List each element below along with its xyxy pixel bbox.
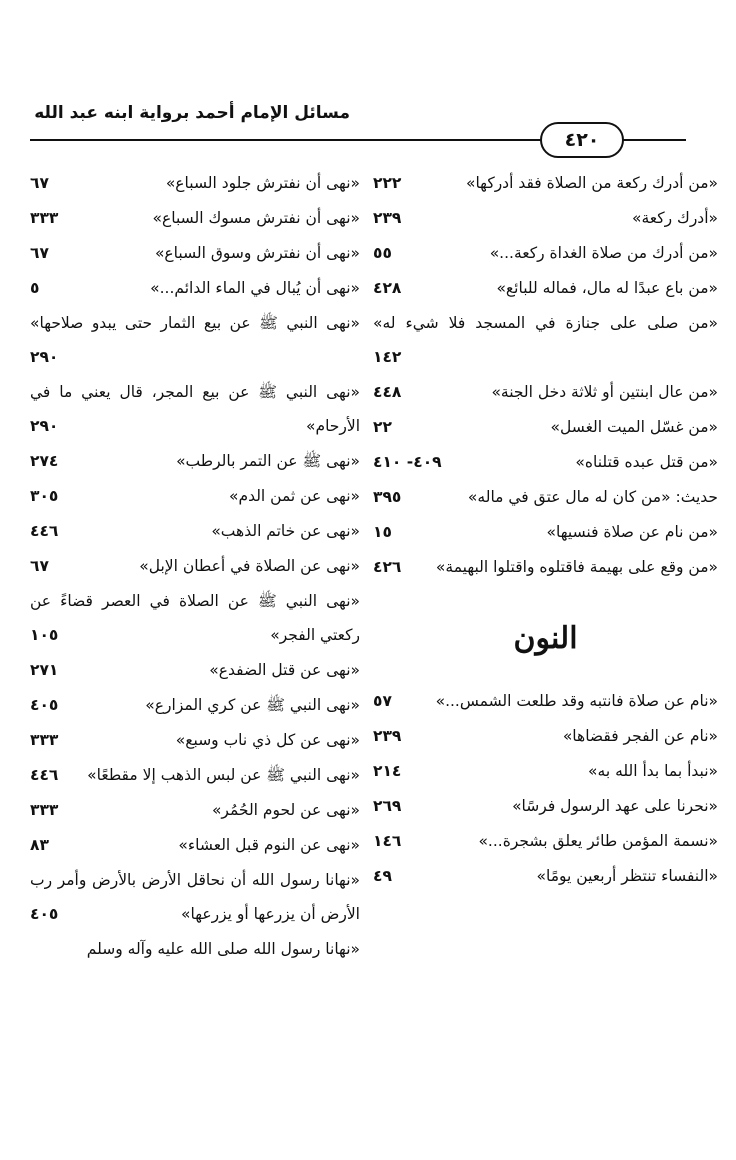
entry-text: «نهى أن يُبال في الماء الدائم...» xyxy=(150,279,360,297)
index-entry xyxy=(30,271,360,305)
entry-page-number: ٢٧٤ xyxy=(30,452,59,470)
entry-page-number: ١٤٦ xyxy=(373,832,402,850)
entry-page-number: ٤٢٦ xyxy=(373,558,402,576)
index-entry xyxy=(30,549,360,583)
index-entry xyxy=(373,550,718,584)
page-number: ٤٢٠ xyxy=(540,122,624,158)
index-entry xyxy=(373,824,718,858)
entry-text: «نهى النبي ﷺ عن بيع الثمار حتى يبدو صلاحها» xyxy=(30,314,360,332)
entry-text: «أدرك ركعة» xyxy=(631,209,718,227)
index-entry xyxy=(373,201,718,235)
entry-text: «من عال ابنتين أو ثلاثة دخل الجنة» xyxy=(491,383,718,401)
index-entry xyxy=(30,375,360,443)
entry-page-number: ٢٢٢ xyxy=(373,174,402,192)
entry-page-number: ٦٧ xyxy=(30,557,49,575)
index-entry xyxy=(30,479,360,513)
index-entry xyxy=(373,271,718,305)
entry-page-number: ٢٧١ xyxy=(30,661,59,679)
entry-text: «من أدرك من صلاة الغداة ركعة...» xyxy=(489,244,718,262)
index-entry xyxy=(373,166,718,200)
entry-text: «من قتل عبده قتلناه» xyxy=(575,453,718,471)
index-entry xyxy=(30,584,360,652)
entry-page-number: ٣٣٣ xyxy=(30,209,59,227)
index-entry xyxy=(30,236,360,270)
entry-text: «نهى ﷺ عن التمر بالرطب» xyxy=(176,452,360,470)
entry-page-number: ٢٩٠ xyxy=(30,417,59,435)
entry-text: «نهى النبي ﷺ عن الصلاة في العصر قضاءً عن ركعتي الفجر» xyxy=(30,592,360,644)
entry-page-number: ٥٧ xyxy=(373,692,392,710)
entry-page-number: ٣٣٣ xyxy=(30,801,59,819)
index-entry xyxy=(30,166,360,200)
entry-text: «نهى أن نفترش مسوك السباع» xyxy=(152,209,360,227)
entry-text: «نحرنا على عهد الرسول فرسًا» xyxy=(512,797,718,815)
header-rule-left xyxy=(30,139,542,141)
entry-page-number: ٢٢ xyxy=(373,418,392,436)
entry-page-number: ٤٢٨ xyxy=(373,279,402,297)
index-entry xyxy=(373,719,718,753)
entry-text: «نام عن الفجر فقضاها» xyxy=(562,727,718,745)
entry-page-number: ٤٠٥ xyxy=(30,696,59,714)
index-entry xyxy=(373,480,718,514)
entry-text: «نهى أن نفترش جلود السباع» xyxy=(165,174,360,192)
index-entry xyxy=(30,653,360,687)
index-entry xyxy=(373,410,718,444)
entry-text: «نبدأ بما بدأ الله به» xyxy=(588,762,718,780)
entry-text: «نهى النبي ﷺ عن لبس الذهب إلا مقطعًا» xyxy=(87,766,360,784)
entry-text: «من صلى على جنازة في المسجد فلا شيء له» xyxy=(373,314,718,332)
entry-text: «من نام عن صلاة فنسيها» xyxy=(546,523,718,541)
entry-text: «نهى عن النوم قبل العشاء» xyxy=(178,836,360,854)
section-heading: النون xyxy=(513,621,578,656)
entry-page-number: ٣٣٣ xyxy=(30,731,59,749)
entry-text: «نهى عن كل ذي ناب وسبع» xyxy=(175,731,360,749)
entry-page-number: ١٠٥ xyxy=(30,626,59,644)
index-column-right xyxy=(373,166,718,894)
entry-page-number: ٤٤٨ xyxy=(373,383,402,401)
entry-page-number: ٦٧ xyxy=(30,244,49,262)
entry-text: «نسمة المؤمن طائر يعلق بشجرة...» xyxy=(478,832,718,850)
entry-page-number: ٤٠٩- ٤١٠ xyxy=(373,453,442,471)
entry-page-number: ٤٤٦ xyxy=(30,766,59,784)
entry-list-right-top xyxy=(373,166,718,584)
index-entry xyxy=(30,201,360,235)
entry-page-number: ٢٣٩ xyxy=(373,727,402,745)
entry-page-number: ٣٠٥ xyxy=(30,487,59,505)
entry-text: «نهى النبي ﷺ عن بيع المجر، قال يعني ما في الأرحام» xyxy=(30,383,360,435)
entry-text: «نهى عن خاتم الذهب» xyxy=(211,522,360,540)
index-entry xyxy=(373,515,718,549)
entry-text: «نهى عن ثمن الدم» xyxy=(228,487,360,505)
entry-page-number: ٥٥ xyxy=(373,244,392,262)
entry-text: «نهى النبي ﷺ عن كري المزارع» xyxy=(145,696,360,714)
entry-list-right-bottom xyxy=(373,684,718,893)
entry-page-number: ٦٧ xyxy=(30,174,49,192)
index-entry xyxy=(373,306,718,374)
entry-text: «نهى عن لحوم الحُمُر» xyxy=(211,801,360,819)
entry-text: «النفساء تنتظر أربعين يومًا» xyxy=(536,867,718,885)
index-entry xyxy=(373,859,718,893)
entry-page-number: ١٤٢ xyxy=(373,348,402,366)
entry-text: حديث: «من كان له مال عتق في ماله» xyxy=(467,488,718,506)
entry-page-number: ٤٤٦ xyxy=(30,522,59,540)
entry-page-number: ٢٦٩ xyxy=(373,797,402,815)
index-entry xyxy=(30,863,360,931)
entry-page-number: ٤٩ xyxy=(373,867,392,885)
book-title: مسائل الإمام أحمد برواية ابنه عبد الله xyxy=(34,103,350,123)
entry-list-left xyxy=(30,166,360,966)
index-entry xyxy=(373,445,718,479)
index-entry xyxy=(30,793,360,827)
entry-page-number: ٨٣ xyxy=(30,836,49,854)
entry-page-number: ٥ xyxy=(30,279,40,297)
index-column-left xyxy=(30,166,360,967)
index-entry xyxy=(373,754,718,788)
entry-page-number: ٢٩٠ xyxy=(30,348,59,366)
entry-page-number: ٤٠٥ xyxy=(30,905,59,923)
index-entry xyxy=(30,444,360,478)
entry-text: «من أدرك ركعة من الصلاة فقد أدركها» xyxy=(465,174,718,192)
index-entry xyxy=(373,236,718,270)
entry-page-number: ٢١٤ xyxy=(373,762,402,780)
index-entry xyxy=(30,688,360,722)
entry-text: «نام عن صلاة فانتبه وقد طلعت الشمس...» xyxy=(435,692,718,710)
entry-page-number: ١٥ xyxy=(373,523,392,541)
index-entry xyxy=(373,789,718,823)
entry-text: «نهى أن نفترش وسوق السباع» xyxy=(154,244,360,262)
entry-page-number: ٣٩٥ xyxy=(373,488,402,506)
index-entry xyxy=(30,828,360,862)
index-entry xyxy=(30,932,360,966)
entry-text: «نهانا رسول الله صلى الله عليه وآله وسلم xyxy=(86,940,360,958)
entry-text: «نهى عن قتل الضفدع» xyxy=(209,661,360,679)
index-entry xyxy=(373,375,718,409)
index-entry xyxy=(30,306,360,374)
index-entry xyxy=(373,684,718,718)
header-rule-right xyxy=(622,139,686,141)
index-entry xyxy=(30,723,360,757)
index-entry xyxy=(30,514,360,548)
entry-text: «نهى عن الصلاة في أعطان الإبل» xyxy=(139,557,360,575)
entry-page-number: ٢٣٩ xyxy=(373,209,402,227)
entry-text: «من غسّل الميت الغسل» xyxy=(550,418,718,436)
index-entry xyxy=(30,758,360,792)
entry-text: «من وقع على بهيمة فاقتلوه واقتلوا البهيمة» xyxy=(435,558,718,576)
entry-text: «نهانا رسول الله أن نحاقل الأرض بالأرض وأمر رب الأرض أن يزرعها أو يزرعها» xyxy=(30,871,360,923)
entry-text: «من باع عبدًا له مال، فماله للبائع» xyxy=(496,279,718,297)
